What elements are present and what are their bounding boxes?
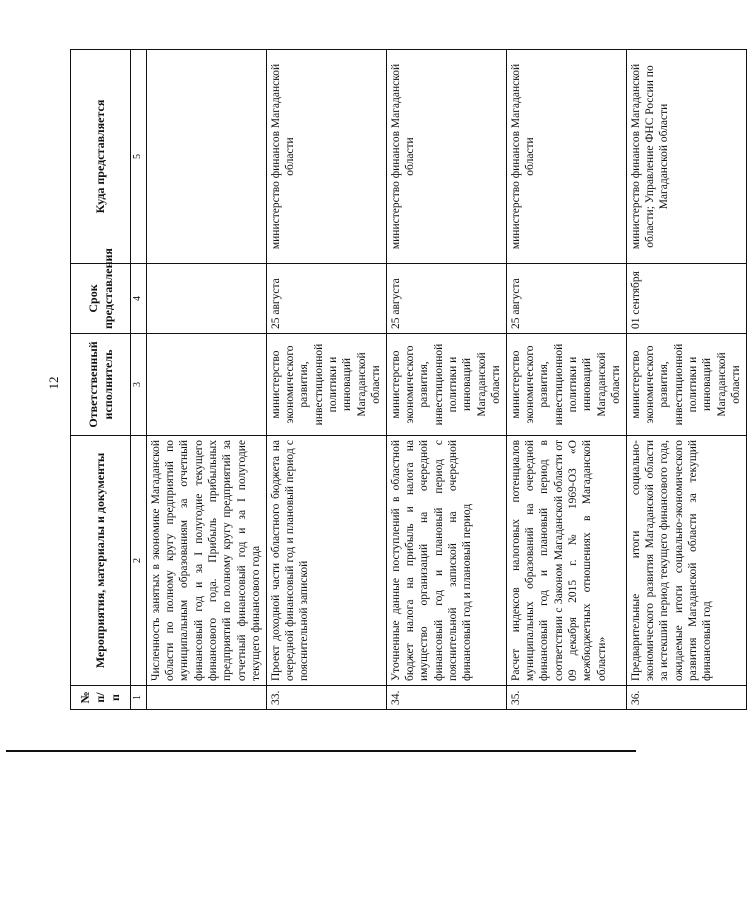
plan-table (70, 49, 747, 710)
row-executor: министерство экономического развития, инвестиционной политики и инноваций Магаданской области (506, 334, 626, 436)
table-row (266, 50, 386, 710)
row-num: 36. (626, 686, 746, 710)
row-recipient: министерство финансов Магаданской области (506, 50, 626, 264)
row-deadline: 25 августа (266, 264, 386, 334)
table-row (506, 50, 626, 710)
row-event: Численность занятых в экономике Магаданской области по полному кругу предприятий по муниципальным образованиям за отчетный финансовый год и за I полугодие текущего финансового года. Прибыль прибыльных предприятий по полному кругу предприятий за отчетный финансовый год и за I полугодие текущего финансового года (146, 436, 266, 686)
rotated-table (70, 50, 743, 710)
row-executor: министерство экономического развития, инвестиционной политики и инноваций Магаданской области (386, 334, 506, 436)
col-number: 3 (131, 334, 147, 436)
col-number: 5 (131, 50, 147, 264)
row-executor: министерство экономического развития, инвестиционной политики и инноваций Магаданской области (626, 334, 746, 436)
row-num: 33. (266, 686, 386, 710)
header-deadline: Срок представления (71, 264, 131, 334)
row-event: Проект доходной части областного бюджета на очередной финансовый год и плановый период с пояснительной запиской (266, 436, 386, 686)
row-recipient: министерство финансов Магаданской области (386, 50, 506, 264)
row-event: Уточненные данные поступлений в областной бюджет налога на прибыль и налога на имущество организаций на очередной финансовый год и плановый период с пояснительной запиской на очередной финансовый год и плановый период (386, 436, 506, 686)
row-executor (146, 334, 266, 436)
row-event: Предварительные итоги социально-экономического развития Магаданской области за истекший период текущего финансового года, ожидаемые итоги социально-экономического развития Магаданской области за текущий финансовый год (626, 436, 746, 686)
column-number-row (131, 50, 147, 710)
header-event: Мероприятия, материалы и документы (71, 436, 131, 686)
table-row (146, 50, 266, 710)
col-number: 1 (131, 686, 147, 710)
col-number: 4 (131, 264, 147, 334)
header-row (71, 50, 131, 710)
header-recipient: Куда представляется (71, 50, 131, 264)
row-num: 34. (386, 686, 506, 710)
row-deadline: 25 августа (506, 264, 626, 334)
page-number: 12 (46, 376, 61, 390)
header-num: № п/п (71, 686, 131, 710)
horizontal-rule (6, 750, 636, 752)
row-executor: министерство экономического развития, инвестиционной политики и инноваций Магаданской области (266, 334, 386, 436)
row-deadline: 25 августа (386, 264, 506, 334)
col-number: 2 (131, 436, 147, 686)
row-deadline (146, 264, 266, 334)
row-num: 35. (506, 686, 626, 710)
row-event: Расчет индексов налоговых потенциалов муниципальных образований на очередной финансовый год и плановый период в соответствии с Законом Магаданской области от 09 декабря 2015 г. № 1969-ОЗ «О межбюджетных отношениях в Магаданской области» (506, 436, 626, 686)
row-recipient: министерство финансов Магаданской области (266, 50, 386, 264)
row-deadline: 01 сентября (626, 264, 746, 334)
row-num (146, 686, 266, 710)
table-row (386, 50, 506, 710)
row-recipient: министерство финансов Магаданской области; Управление ФНС России по Магаданской области (626, 50, 746, 264)
table-row (626, 50, 746, 710)
row-recipient (146, 50, 266, 264)
header-executor: Ответственный исполнитель (71, 334, 131, 436)
